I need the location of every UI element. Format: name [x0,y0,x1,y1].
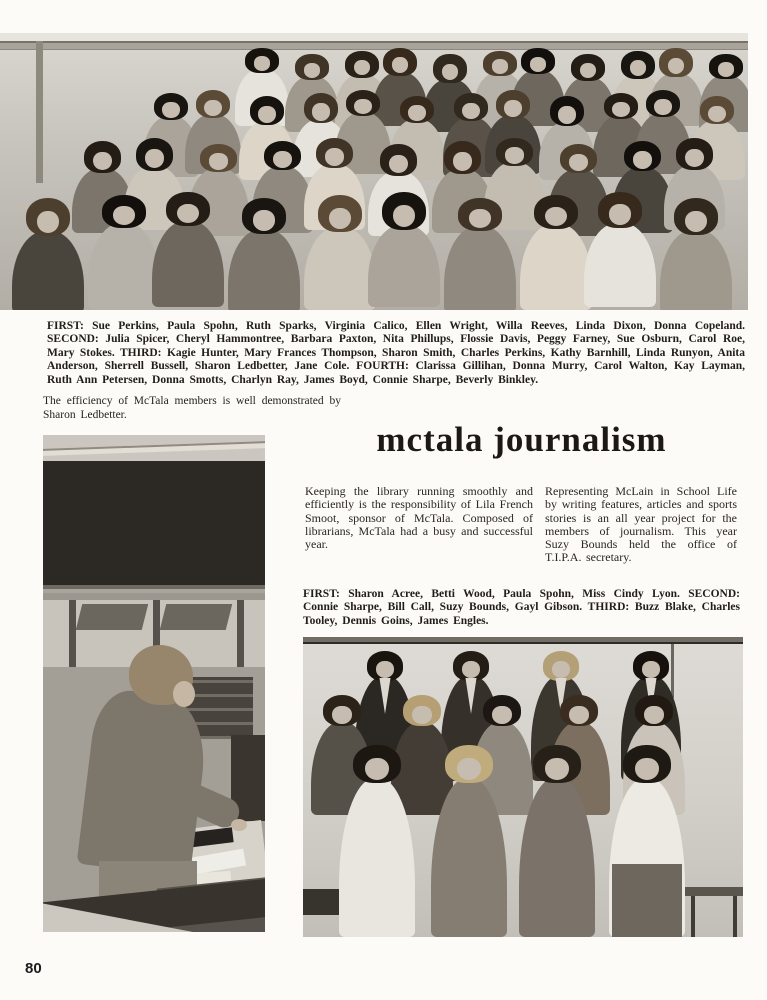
whiteboard-rail [303,637,743,644]
person-figure [621,745,673,937]
face [644,706,663,724]
side-note: The efficiency of McTala members is well demonstrated by Sharon Ledbetter. [43,395,341,421]
face [492,706,511,724]
face [504,100,521,117]
person-figure [164,192,212,307]
person-figure [401,695,443,815]
face [254,56,271,70]
person-figure [24,198,72,310]
face [389,155,408,173]
person-figure [532,195,580,310]
person-figure [240,198,288,310]
face [204,100,221,116]
torso [520,224,591,310]
torso [228,229,299,310]
face [530,57,547,72]
face [412,706,431,724]
face [505,147,524,163]
face [469,209,491,228]
table-leg [733,896,737,937]
chalkboard-rail [0,41,748,50]
face [685,211,707,232]
face [329,208,351,229]
person-figure [380,192,428,307]
page-title: mctala journalism [376,420,667,459]
face [304,63,321,78]
torso [88,223,159,310]
face [609,204,631,225]
window-mullion [69,600,76,667]
photo-ceiling-strip [0,33,748,41]
face [354,99,371,114]
face [325,148,344,166]
face [209,153,228,169]
face [453,152,472,171]
person-figure [316,195,364,310]
table-top [685,887,743,896]
person-figure [198,144,239,236]
chalkboard [43,461,265,589]
person-figure [443,745,495,937]
mctala-group-photo [0,33,748,310]
person-figure [672,198,720,310]
face [113,206,135,225]
whiteboard-divider [671,644,674,698]
person-figure [100,195,148,310]
face [408,105,425,121]
face [145,149,164,168]
torso [368,225,439,307]
face [312,103,329,121]
chalkboard-post [36,41,43,183]
face [685,149,704,167]
open-window-pane [76,604,148,630]
person-figure [456,198,504,310]
face [708,106,725,122]
article-column-right: Representing McLain in School Life by writing features, articles and sports stories is an all year project for the members of journalism. This year Suzy Bounds held the office of T.I.P.A. secretary. [545,484,737,565]
top-photo-caption: FIRST: Sue Perkins, Paula Spohn, Ruth Sparks, Virginia Calico, Ellen Wright, Willa Reeves, Linda Dixon, Donna Copeland. SECOND: Julia Spicer, Cheryl Hammontree, Barbara Paxton, Nita Phillups, Flossie Davis, Peggy Farney, Sue Osburn, Carol Roe, Mary Stokes. THIRD: Kagie Hunter, Mary Frances Thompson, Sharon Smith, Charles Perkins, Kathy Barnhill, Linda Runyon, Anita Anderson, Sherrell Bussell, Sharon Ledbetter, Jane Cole. FOURTH: Clarissa Gillihan, Donna Murry, Carol Walton, Kay Layman, Ruth Ann Petersen, Donna Smotts, Charlyn Ray, James Boyd, Connie Sharpe, Beverly Binkley. [47,320,745,386]
torso [584,223,655,307]
face [558,106,575,124]
face [332,706,351,724]
torso [12,231,83,310]
article-columns [305,485,737,565]
face [253,210,275,231]
torso [660,230,731,310]
torso [304,227,375,310]
student-hand [231,819,247,831]
face [569,706,588,724]
face [273,151,292,168]
table-leg [691,896,695,937]
page-number: 80 [25,960,42,977]
face [492,59,509,73]
face [718,62,735,76]
person-figure [351,745,403,937]
person-figure [596,192,644,307]
open-window-pane [160,604,232,630]
student-face [173,681,195,707]
face [258,106,275,123]
face [654,99,671,115]
torso [444,226,515,310]
face [569,154,588,171]
face [612,102,629,117]
face [462,103,479,119]
library-candid-photo [43,435,265,932]
face [93,152,112,170]
window-mullion [237,600,244,667]
face [633,151,652,169]
article-column-left: Keeping the library running smoothly and efficiently is the responsibility of Lila French Smoot, sponsor of McTala. Composed of librarians, McTala had a busy and successful year. [305,484,533,552]
skirt [612,864,683,937]
journalism-group-photo [303,637,743,937]
bottom-photo-caption: FIRST: Sharon Acree, Betti Wood, Paula Spohn, Miss Cindy Lyon. SECOND: Connie Sharpe, Bill Call, Suzy Bounds, Gayl Gibson. THIRD: Buzz Blake, Charles Tooley, Dennis Goins, James Engles. [303,588,740,627]
face [162,102,179,118]
chalk-tray [43,593,265,600]
person-figure [531,745,583,937]
